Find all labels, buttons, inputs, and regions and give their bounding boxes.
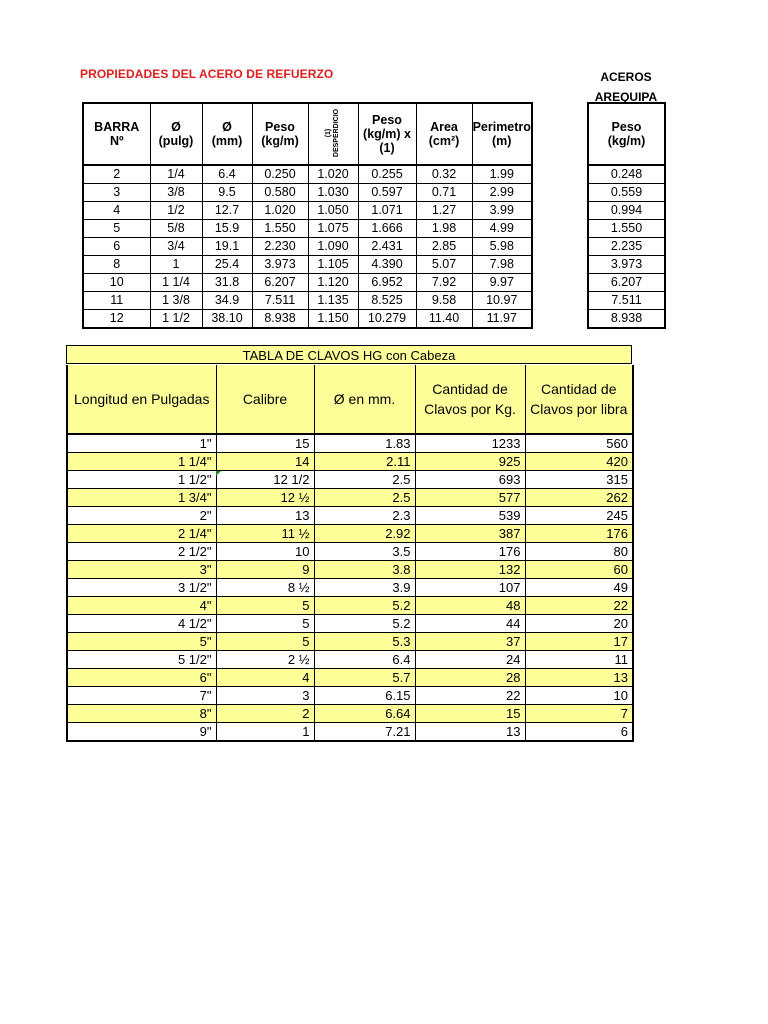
table-cell: 6 bbox=[525, 723, 633, 742]
table-cell: 3.973 bbox=[252, 256, 308, 274]
nails-header-cell: Cantidad de Clavos por libra bbox=[525, 365, 633, 434]
table-cell: 6.4 bbox=[314, 651, 415, 669]
table-cell: 5/8 bbox=[150, 220, 202, 238]
table-cell: 9.58 bbox=[416, 292, 472, 310]
table-cell: 5.07 bbox=[416, 256, 472, 274]
table-cell: 1.090 bbox=[308, 238, 358, 256]
table-cell: 9.5 bbox=[202, 184, 252, 202]
table-cell: 6.15 bbox=[314, 687, 415, 705]
nails-header-cell: Cantidad de Clavos por Kg. bbox=[415, 365, 525, 434]
table-cell: 539 bbox=[415, 507, 525, 525]
table-cell: 11 ½ bbox=[216, 525, 314, 543]
table-cell: 17 bbox=[525, 633, 633, 651]
table-cell: 6.952 bbox=[358, 274, 416, 292]
table-cell: 14 bbox=[216, 453, 314, 471]
table-cell: 24 bbox=[415, 651, 525, 669]
table-cell: 5 bbox=[216, 615, 314, 633]
table-cell: 2.230 bbox=[252, 238, 308, 256]
table-cell: 3 bbox=[216, 687, 314, 705]
nails-header-cell: Longitud en Pulgadas bbox=[67, 365, 216, 434]
table-cell: 44 bbox=[415, 615, 525, 633]
table-cell: 4.99 bbox=[472, 220, 532, 238]
table-cell: 4" bbox=[67, 597, 216, 615]
table-row bbox=[83, 256, 532, 274]
nails-header-cell: Ø en mm. bbox=[314, 365, 415, 434]
table-cell: 1 1/2" bbox=[67, 471, 216, 489]
table-cell: 7.511 bbox=[252, 292, 308, 310]
steel-header-cell: Peso (kg/m) x (1) bbox=[358, 103, 416, 165]
table-cell: 6 bbox=[83, 238, 150, 256]
table-cell: 22 bbox=[525, 597, 633, 615]
table-cell: 6" bbox=[67, 669, 216, 687]
table-cell: 11 bbox=[525, 651, 633, 669]
table-cell: 176 bbox=[525, 525, 633, 543]
table-cell: 2.11 bbox=[314, 453, 415, 471]
table-cell: 7.21 bbox=[314, 723, 415, 742]
table-cell: 1 1/2 bbox=[150, 310, 202, 329]
steel-header-cell: BARRA Nº bbox=[83, 103, 150, 165]
table-cell: 2.5 bbox=[314, 489, 415, 507]
table-cell: 132 bbox=[415, 561, 525, 579]
table-row bbox=[67, 489, 633, 507]
table-cell: 1.150 bbox=[308, 310, 358, 329]
table-row bbox=[67, 579, 633, 597]
table-cell: 3 bbox=[83, 184, 150, 202]
table-cell: 15 bbox=[216, 434, 314, 453]
table-row bbox=[67, 615, 633, 633]
table-cell: 2.85 bbox=[416, 238, 472, 256]
table-cell: 11.40 bbox=[416, 310, 472, 329]
table-cell: 3 1/2" bbox=[67, 579, 216, 597]
aceros-title-line2: AREQUIPA bbox=[594, 90, 658, 104]
table-cell: 1.550 bbox=[588, 220, 665, 238]
table-cell: 12 1/2 bbox=[216, 471, 314, 489]
table-cell: 1.99 bbox=[472, 165, 532, 184]
table-cell: 1.105 bbox=[308, 256, 358, 274]
table-cell: 4 1/2" bbox=[67, 615, 216, 633]
table-row bbox=[67, 434, 633, 453]
table-cell: 4 bbox=[83, 202, 150, 220]
steel-table-title: PROPIEDADES DEL ACERO DE REFUERZO bbox=[80, 67, 334, 81]
table-cell: 10 bbox=[525, 687, 633, 705]
table-cell: 12.7 bbox=[202, 202, 252, 220]
table-cell: 1.075 bbox=[308, 220, 358, 238]
table-cell: 577 bbox=[415, 489, 525, 507]
table-cell: 6.207 bbox=[252, 274, 308, 292]
table-row bbox=[588, 220, 665, 238]
table-cell: 0.71 bbox=[416, 184, 472, 202]
table-row bbox=[67, 597, 633, 615]
table-cell: 20 bbox=[525, 615, 633, 633]
table-cell: 1.550 bbox=[252, 220, 308, 238]
table-cell: 13 bbox=[415, 723, 525, 742]
table-cell: 1.98 bbox=[416, 220, 472, 238]
table-cell: 6.207 bbox=[588, 274, 665, 292]
table-cell: 8 ½ bbox=[216, 579, 314, 597]
table-cell: 1" bbox=[67, 434, 216, 453]
table-cell: 1.030 bbox=[308, 184, 358, 202]
table-cell: 38.10 bbox=[202, 310, 252, 329]
table-cell: 12 bbox=[83, 310, 150, 329]
steel-header-cell: Perimetro (m) bbox=[472, 103, 532, 165]
table-cell: 37 bbox=[415, 633, 525, 651]
table-cell: 1/2 bbox=[150, 202, 202, 220]
nails-header-cell: Calibre bbox=[216, 365, 314, 434]
table-cell: 1 3/8 bbox=[150, 292, 202, 310]
table-cell: 1.83 bbox=[314, 434, 415, 453]
table-cell: 80 bbox=[525, 543, 633, 561]
table-cell: 2.99 bbox=[472, 184, 532, 202]
table-cell: 10.97 bbox=[472, 292, 532, 310]
table-cell: 7.511 bbox=[588, 292, 665, 310]
table-cell: 0.32 bbox=[416, 165, 472, 184]
table-cell: 5 1/2" bbox=[67, 651, 216, 669]
table-cell: 13 bbox=[216, 507, 314, 525]
aceros-title-line1: ACEROS bbox=[600, 70, 652, 84]
table-cell: 2 bbox=[216, 705, 314, 723]
table-cell: 0.559 bbox=[588, 184, 665, 202]
cell-comment-marker bbox=[216, 471, 221, 476]
table-row bbox=[83, 310, 532, 329]
table-cell: 2.92 bbox=[314, 525, 415, 543]
table-cell: 0.248 bbox=[588, 165, 665, 184]
table-cell: 3.5 bbox=[314, 543, 415, 561]
aceros-header: Peso (kg/m) bbox=[588, 103, 665, 165]
table-cell: 2" bbox=[67, 507, 216, 525]
table-cell: 5 bbox=[83, 220, 150, 238]
table-cell: 693 bbox=[415, 471, 525, 489]
table-row bbox=[67, 561, 633, 579]
table-row bbox=[67, 687, 633, 705]
table-cell: 11 bbox=[83, 292, 150, 310]
table-cell: 3.99 bbox=[472, 202, 532, 220]
table-cell: 1.071 bbox=[358, 202, 416, 220]
steel-properties-table bbox=[82, 102, 533, 329]
table-cell: 315 bbox=[525, 471, 633, 489]
table-cell: 3.973 bbox=[588, 256, 665, 274]
table-cell: 0.597 bbox=[358, 184, 416, 202]
table-row bbox=[83, 184, 532, 202]
table-cell: 2.235 bbox=[588, 238, 665, 256]
table-cell: 0.250 bbox=[252, 165, 308, 184]
table-row bbox=[588, 184, 665, 202]
table-cell: 8" bbox=[67, 705, 216, 723]
table-row bbox=[83, 274, 532, 292]
table-cell: 10.279 bbox=[358, 310, 416, 329]
table-cell: 5" bbox=[67, 633, 216, 651]
table-cell: 11.97 bbox=[472, 310, 532, 329]
table-cell: 49 bbox=[525, 579, 633, 597]
table-cell: 31.8 bbox=[202, 274, 252, 292]
table-cell: 13 bbox=[525, 669, 633, 687]
table-row bbox=[588, 238, 665, 256]
steel-header-cell: (1) DESPERDICIO bbox=[308, 103, 358, 165]
table-cell: 7 bbox=[525, 705, 633, 723]
table-cell: 5.3 bbox=[314, 633, 415, 651]
table-cell: 15.9 bbox=[202, 220, 252, 238]
table-cell: 5 bbox=[216, 633, 314, 651]
table-cell: 0.580 bbox=[252, 184, 308, 202]
table-cell: 3.8 bbox=[314, 561, 415, 579]
table-cell: 1 bbox=[150, 256, 202, 274]
table-row bbox=[588, 310, 665, 329]
table-cell: 2 bbox=[83, 165, 150, 184]
table-row bbox=[83, 202, 532, 220]
table-cell: 7" bbox=[67, 687, 216, 705]
table-row bbox=[67, 633, 633, 651]
table-cell: 262 bbox=[525, 489, 633, 507]
table-cell: 387 bbox=[415, 525, 525, 543]
table-cell: 6.4 bbox=[202, 165, 252, 184]
table-cell: 925 bbox=[415, 453, 525, 471]
table-cell: 0.255 bbox=[358, 165, 416, 184]
table-cell: 2.5 bbox=[314, 471, 415, 489]
table-cell: 107 bbox=[415, 579, 525, 597]
table-cell: 0.994 bbox=[588, 202, 665, 220]
table-cell: 12 ½ bbox=[216, 489, 314, 507]
table-cell: 1.666 bbox=[358, 220, 416, 238]
table-row bbox=[588, 165, 665, 184]
table-cell: 2 1/4" bbox=[67, 525, 216, 543]
aceros-arequipa-title bbox=[582, 67, 670, 107]
table-cell: 8.938 bbox=[252, 310, 308, 329]
steel-header-cell: Peso (kg/m) bbox=[252, 103, 308, 165]
steel-header-cell: Ø (mm) bbox=[202, 103, 252, 165]
table-row bbox=[588, 202, 665, 220]
table-cell: 5.98 bbox=[472, 238, 532, 256]
table-cell: 1.050 bbox=[308, 202, 358, 220]
table-cell: 245 bbox=[525, 507, 633, 525]
table-cell: 7.92 bbox=[416, 274, 472, 292]
table-cell: 1.020 bbox=[252, 202, 308, 220]
table-cell: 6.64 bbox=[314, 705, 415, 723]
table-cell: 15 bbox=[415, 705, 525, 723]
table-row bbox=[67, 471, 633, 489]
table-cell: 8.938 bbox=[588, 310, 665, 329]
table-cell: 7.98 bbox=[472, 256, 532, 274]
table-cell: 60 bbox=[525, 561, 633, 579]
table-cell: 19.1 bbox=[202, 238, 252, 256]
table-row bbox=[588, 256, 665, 274]
steel-header-cell: Area (cm²) bbox=[416, 103, 472, 165]
table-cell: 1 1/4 bbox=[150, 274, 202, 292]
table-cell: 5 bbox=[216, 597, 314, 615]
table-cell: 8.525 bbox=[358, 292, 416, 310]
table-cell: 34.9 bbox=[202, 292, 252, 310]
table-cell: 4 bbox=[216, 669, 314, 687]
table-cell: 5.2 bbox=[314, 615, 415, 633]
table-cell: 9" bbox=[67, 723, 216, 742]
table-cell: 28 bbox=[415, 669, 525, 687]
table-cell: 1.120 bbox=[308, 274, 358, 292]
table-cell: 3.9 bbox=[314, 579, 415, 597]
table-cell: 10 bbox=[83, 274, 150, 292]
nails-table-title: TABLA DE CLAVOS HG con Cabeza bbox=[66, 345, 632, 364]
table-cell: 176 bbox=[415, 543, 525, 561]
table-cell: 4.390 bbox=[358, 256, 416, 274]
table-cell: 1 1/4" bbox=[67, 453, 216, 471]
table-row bbox=[83, 238, 532, 256]
table-cell: 2.3 bbox=[314, 507, 415, 525]
table-cell: 2.431 bbox=[358, 238, 416, 256]
table-cell: 25.4 bbox=[202, 256, 252, 274]
table-cell: 9.97 bbox=[472, 274, 532, 292]
table-cell: 3" bbox=[67, 561, 216, 579]
table-cell: 1.135 bbox=[308, 292, 358, 310]
table-cell: 1233 bbox=[415, 434, 525, 453]
table-row bbox=[67, 723, 633, 742]
table-cell: 560 bbox=[525, 434, 633, 453]
table-row bbox=[588, 292, 665, 310]
table-row bbox=[67, 669, 633, 687]
table-cell: 8 bbox=[83, 256, 150, 274]
table-row bbox=[67, 705, 633, 723]
table-cell: 48 bbox=[415, 597, 525, 615]
table-row bbox=[83, 292, 532, 310]
table-cell: 1.27 bbox=[416, 202, 472, 220]
table-cell: 10 bbox=[216, 543, 314, 561]
table-cell: 2 1/2" bbox=[67, 543, 216, 561]
table-cell: 22 bbox=[415, 687, 525, 705]
aceros-weight-table bbox=[587, 102, 666, 329]
table-row bbox=[67, 525, 633, 543]
table-cell: 1/4 bbox=[150, 165, 202, 184]
table-cell: 2 ½ bbox=[216, 651, 314, 669]
table-cell: 1.020 bbox=[308, 165, 358, 184]
table-row bbox=[83, 165, 532, 184]
table-row bbox=[67, 453, 633, 471]
table-cell: 5.2 bbox=[314, 597, 415, 615]
steel-header-cell: Ø (pulg) bbox=[150, 103, 202, 165]
table-cell: 3/8 bbox=[150, 184, 202, 202]
table-row bbox=[67, 543, 633, 561]
table-cell: 420 bbox=[525, 453, 633, 471]
nails-table bbox=[66, 365, 634, 742]
table-row bbox=[83, 220, 532, 238]
table-cell: 1 bbox=[216, 723, 314, 742]
table-row bbox=[67, 507, 633, 525]
table-cell: 5.7 bbox=[314, 669, 415, 687]
table-cell: 1 3/4" bbox=[67, 489, 216, 507]
table-row bbox=[588, 274, 665, 292]
table-row bbox=[67, 651, 633, 669]
table-cell: 3/4 bbox=[150, 238, 202, 256]
table-cell: 9 bbox=[216, 561, 314, 579]
